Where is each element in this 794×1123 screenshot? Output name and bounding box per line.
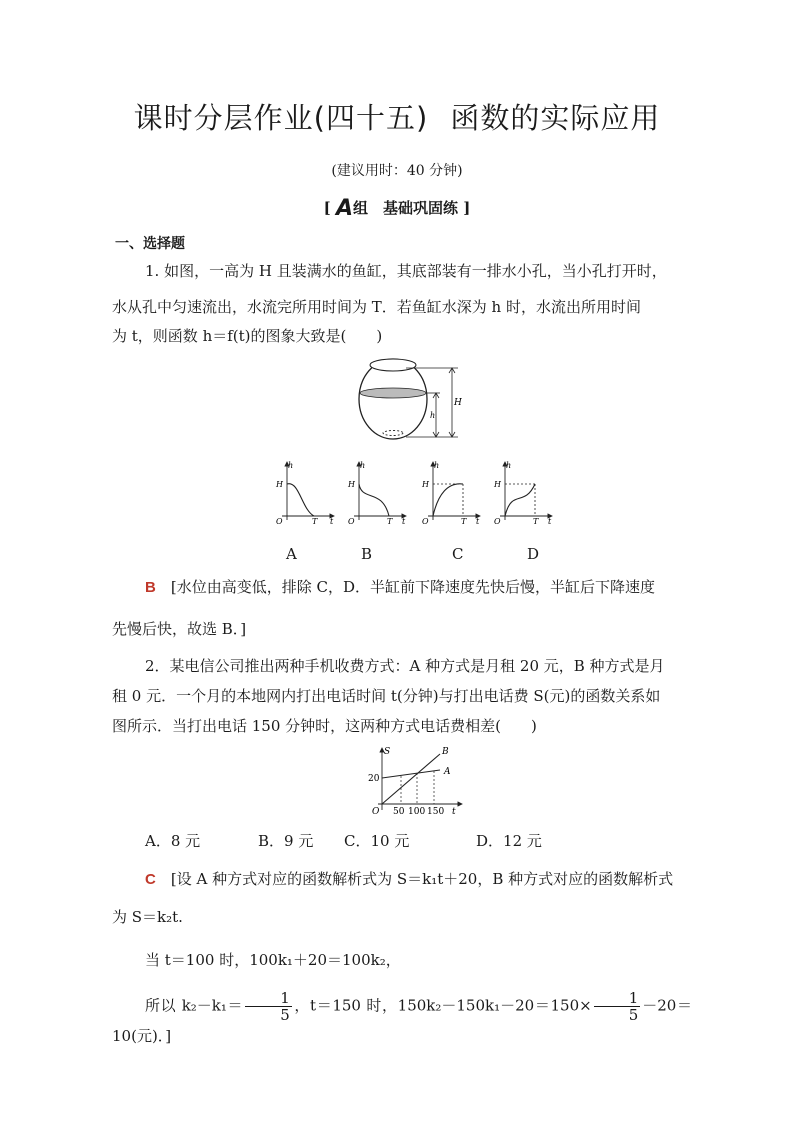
axis-T: T xyxy=(312,517,318,526)
q2-option-D: D．12 元 xyxy=(476,832,542,850)
axis-O: O xyxy=(372,807,380,817)
label-H: H xyxy=(454,398,462,408)
group-heading xyxy=(0,196,794,221)
tick-50: 50 xyxy=(393,807,405,817)
frac-den: 5 xyxy=(280,1006,290,1024)
axis-t: t xyxy=(330,517,334,526)
axis-t: t xyxy=(476,517,480,526)
q1-explanation-line2: 先慢后快，故选 B．] xyxy=(112,620,247,638)
q2-explanation-line3: 当 t＝100 时，100k₁＋20＝100k₂， xyxy=(145,951,401,969)
q1-line2: 水从孔中匀速流出，水流完所用时间为 T．若鱼缸水深为 h 时，水流出所用时间 xyxy=(112,298,641,316)
title-main: 课时分层作业(四十五) xyxy=(133,101,429,135)
q1-explain-text1: [水位由高变低，排除 C，D．半缸前下降速度先快后慢，半缸后下降速度 xyxy=(170,578,655,596)
axis-O: O xyxy=(348,517,355,526)
q2-line2: 租 0 元．一个月的本地网内打出电话时间 t(分钟)与打出电话费 S(元)的函数关系如 xyxy=(112,687,661,705)
axis-H: H xyxy=(494,480,501,489)
fish-tank-figure xyxy=(350,355,470,443)
label-A: A xyxy=(444,767,451,777)
bracket-left: [ xyxy=(323,199,331,217)
frac-num: 1 xyxy=(245,990,292,1007)
q2-explain-text1: [设 A 种方式对应的函数解析式为 S＝k₁t＋20，B 种方式对应的函数解析式 xyxy=(170,870,674,888)
label-B: B xyxy=(442,747,449,757)
q2-explanation-line2: 为 S＝k₂t. xyxy=(112,908,183,926)
q2-explanation-line1 xyxy=(112,866,692,893)
q2-line1: 2．某电信公司推出两种手机收费方式：A 种方式是月租 20 元，B 种方式是月 xyxy=(145,657,665,675)
label-h: h xyxy=(430,411,436,420)
axis-h: h xyxy=(360,461,366,470)
q1-explanation-line1 xyxy=(112,574,692,601)
axis-T: T xyxy=(387,517,393,526)
page-title xyxy=(0,96,794,137)
axis-O: O xyxy=(422,517,429,526)
frac-den: 5 xyxy=(628,1006,639,1024)
q1-line1: 1. 如图，一高为 H 且装满水的鱼缸，其底部装有一排水小孔，当小孔打开时， xyxy=(145,262,667,280)
tick-150: 150 xyxy=(427,807,445,817)
axis-h: h xyxy=(506,461,512,470)
time-hint: (建议用时：40 分钟) xyxy=(331,163,463,179)
axis-t: t xyxy=(402,517,406,526)
graph-A xyxy=(275,461,334,526)
axis-T: T xyxy=(533,517,539,526)
q1-option-graphs xyxy=(260,458,560,528)
tick-20: 20 xyxy=(368,774,380,784)
group-letter: A xyxy=(335,196,353,221)
tick-100: 100 xyxy=(408,807,426,817)
q1-answer-letter: B xyxy=(145,579,156,596)
q1-option-B: B xyxy=(361,545,373,563)
q2-graph xyxy=(360,740,470,820)
line-B xyxy=(382,754,440,804)
q2-explain-4c: －20＝10(元)．] xyxy=(112,996,692,1045)
q2-option-A: A．8 元 xyxy=(145,832,201,850)
bracket-right: ] xyxy=(463,199,471,217)
q2-option-B: B．9 元 xyxy=(258,832,314,850)
graph-B xyxy=(347,461,406,526)
axis-t: t xyxy=(548,517,552,526)
line-A xyxy=(382,770,440,778)
axis-O: O xyxy=(494,517,501,526)
section-label: 一、选择题 xyxy=(115,236,185,252)
axis-h: h xyxy=(434,461,440,470)
graph-D xyxy=(493,461,552,526)
axis-h: h xyxy=(288,461,294,470)
fraction-2 xyxy=(594,990,641,1023)
q1-option-A: A xyxy=(286,545,297,563)
q2-line3: 图所示．当打出电话 150 分钟时，这两种方式电话费相差( ) xyxy=(112,717,537,735)
frac-num: 1 xyxy=(594,990,641,1007)
q2-explain-4b: ，t＝150 时，150k₂－150k₁－20＝150× xyxy=(293,996,592,1015)
axis-t: t xyxy=(452,807,456,817)
axis-H: H xyxy=(348,480,355,489)
q2-option-C: C．10 元 xyxy=(344,832,410,850)
q2-explanation-line4 xyxy=(112,990,692,1050)
axis-T: T xyxy=(461,517,467,526)
fraction-1 xyxy=(245,990,292,1023)
axis-S: S xyxy=(384,747,391,757)
q2-explain-4a: 所以 k₂－k₁＝ xyxy=(145,996,244,1015)
axis-O: O xyxy=(276,517,283,526)
graph-C xyxy=(421,461,480,526)
group-text: 组 基础巩固练 xyxy=(353,199,459,217)
q2-answer-letter: C xyxy=(145,871,156,888)
axis-H: H xyxy=(276,480,283,489)
title-sub: 函数的实际应用 xyxy=(450,101,661,135)
axis-H: H xyxy=(422,480,429,489)
q1-option-D: D xyxy=(527,545,540,563)
q1-line3: 为 t，则函数 h＝f(t)的图象大致是( ) xyxy=(112,327,383,345)
q1-option-C: C xyxy=(452,545,464,563)
